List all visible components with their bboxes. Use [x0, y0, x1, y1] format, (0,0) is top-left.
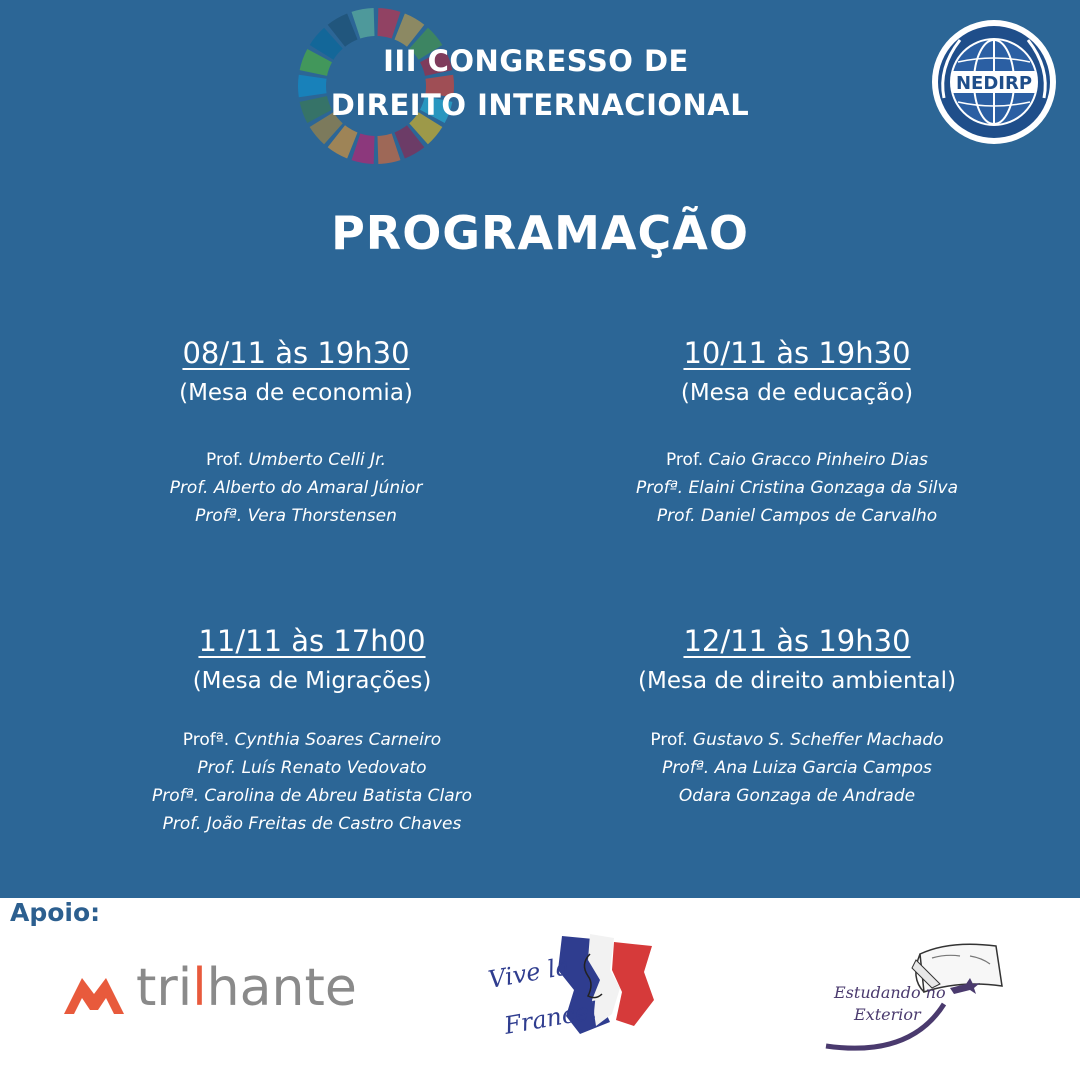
speaker: Profª. Vera Thorstensen — [195, 506, 397, 526]
svg-text:Estudando no: Estudando no — [834, 983, 946, 1002]
speaker: Prof. João Freitas de Castro Chaves — [162, 814, 462, 834]
session-topic: (Mesa de educação) — [680, 380, 914, 406]
session-date: 10/11 às 19h30 — [683, 336, 911, 370]
svg-text:Vive la: Vive la — [486, 952, 572, 994]
nedirp-seal-logo — [930, 18, 1058, 146]
session-card — [82, 624, 542, 838]
support-label: Apoio: — [10, 898, 101, 927]
svg-text:Exterior: Exterior — [854, 1005, 921, 1024]
event-title-line-1: III CONGRESSO DE — [383, 44, 689, 78]
session-date: 08/11 às 19h30 — [182, 336, 410, 370]
speaker: Profª. Cynthia Soares Carneiro — [182, 730, 442, 750]
speaker: Profª. Ana Luiza Garcia Campos — [662, 758, 932, 778]
speaker: Odara Gonzaga de Andrade — [678, 786, 916, 806]
session-date: 12/11 às 19h30 — [683, 624, 911, 658]
speaker-list — [567, 726, 1027, 810]
session-topic: (Mesa de direito ambiental) — [638, 668, 956, 694]
trilhante-wordmark: trilhante — [136, 958, 357, 1018]
session-topic: (Mesa de economia) — [179, 380, 413, 406]
seal-text: NEDIRP — [955, 73, 1033, 94]
speaker: Prof. Caio Gracco Pinheiro Dias — [665, 450, 928, 470]
vive-la-france-logo — [484, 930, 664, 1052]
session-date: 11/11 às 17h00 — [198, 624, 426, 658]
page-title: PROGRAMAÇÃO — [331, 206, 749, 260]
speaker-list — [82, 726, 542, 838]
speaker: Prof. Gustavo S. Scheffer Machado — [650, 730, 944, 750]
event-title-line-2: DIREITO INTERNACIONAL — [330, 88, 750, 122]
session-card — [567, 624, 1027, 810]
session-topic: (Mesa de Migrações) — [192, 668, 432, 694]
speaker: Profª. Carolina de Abreu Batista Claro — [151, 786, 473, 806]
speaker: Prof. Umberto Celli Jr. — [206, 450, 386, 470]
session-card — [66, 336, 526, 530]
speaker: Profª. Elaini Cristina Gonzaga da Silva — [635, 478, 958, 498]
sdg-wheel-icon — [296, 6, 456, 166]
speaker: Prof. Daniel Campos de Carvalho — [656, 506, 938, 526]
speaker: Prof. Alberto do Amaral Júnior — [169, 478, 423, 498]
speaker: Prof. Luís Renato Vedovato — [197, 758, 427, 778]
mountain-icon — [62, 964, 126, 1024]
speaker-list — [66, 446, 526, 530]
trilhante-logo — [62, 958, 392, 1030]
estudando-no-exterior-logo — [820, 934, 1020, 1052]
session-card — [567, 336, 1027, 530]
svg-text:France!: France! — [502, 995, 601, 1040]
speaker-list — [567, 446, 1027, 530]
